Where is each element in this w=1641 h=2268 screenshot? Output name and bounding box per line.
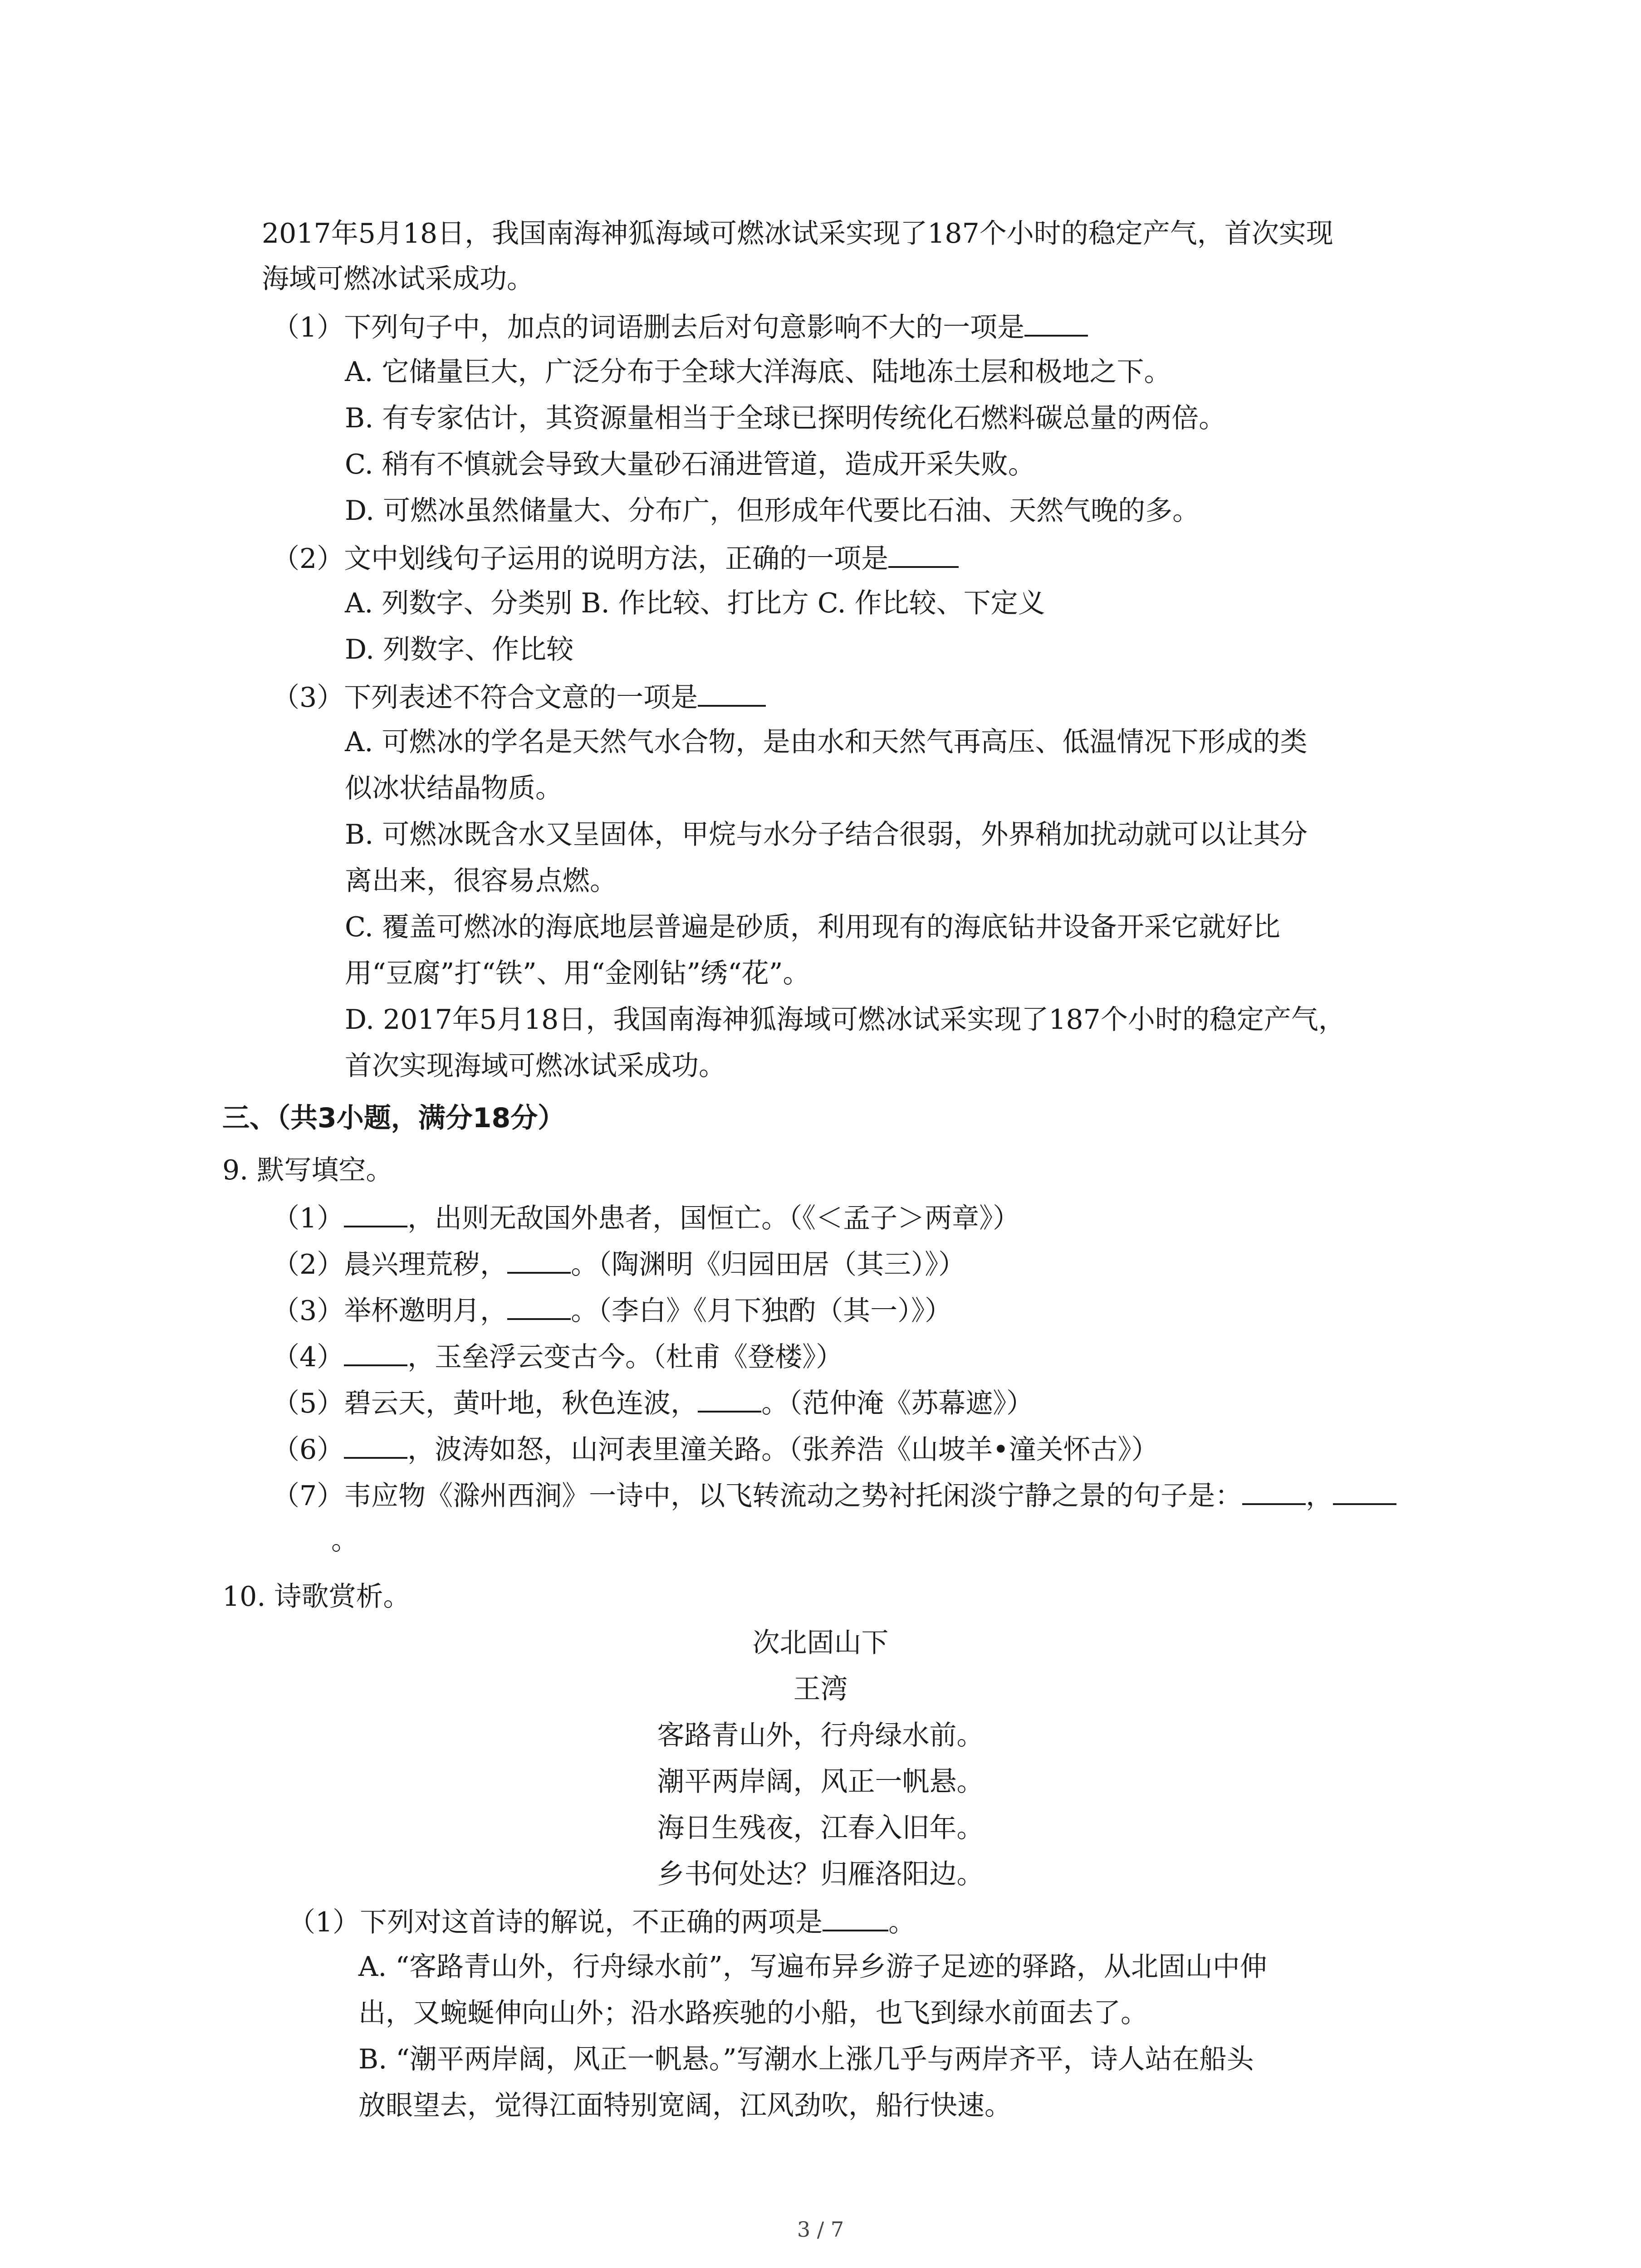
poem-line: 海日生残夜，江春入旧年。 xyxy=(657,1812,984,1844)
option-b: B. 可燃冰既含水又呈固体，甲烷与水分子结合很弱，外界稍加扰动就可以让其分 xyxy=(345,819,1308,850)
fill-item: （6） ，波涛如怒，山河表里潼关路。（张养浩《山坡羊•潼关怀古》） xyxy=(272,1430,1159,1468)
answer-blank xyxy=(344,1337,407,1366)
option-c-cont: 用“豆腐”打“铁”、用“金刚钻”绣“花”。 xyxy=(345,958,810,989)
option-b: B. 有专家估计，其资源量相当于全球已探明传统化石燃料碳总量的两倍。 xyxy=(345,402,1226,434)
question-stem: （3）下列表述不符合文意的一项是 xyxy=(272,678,766,716)
question-stem: （2）文中划线句子运用的说明方法，正确的一项是 xyxy=(272,539,959,577)
question-title: 9. 默写填空。 xyxy=(222,1154,393,1186)
answer-blank xyxy=(507,1291,571,1320)
poem-line: 客路青山外，行舟绿水前。 xyxy=(657,1720,984,1751)
answer-blank xyxy=(698,1383,761,1413)
option-c: C. 覆盖可燃冰的海底地层普遍是砂质，利用现有的海底钻井设备开采它就好比 xyxy=(345,911,1280,943)
option-b: B. “潮平两岸阔，风正一帆悬。”写潮水上涨几乎与两岸齐平，诗人站在船头 xyxy=(358,2043,1254,2075)
fill-item: （2）晨兴理荒秽， 。（陶渊明《归园田居（其三）》） xyxy=(272,1245,965,1283)
fill-item: （7）韦应物《滁州西涧》一诗中，以飞转流动之势衬托闲淡宁静之景的句子是： ， xyxy=(272,1476,1396,1514)
poem-title: 次北固山下 xyxy=(752,1627,889,1659)
option-d: D. 列数字、作比较 xyxy=(345,634,574,665)
fill-item: （3）举杯邀明月， 。（李白》《月下独酌（其一）》） xyxy=(272,1291,952,1329)
option-c: C. 稍有不慎就会导致大量砂石涌进管道，造成开采失败。 xyxy=(345,449,1035,480)
option-d-cont: 首次实现海域可燃冰试采成功。 xyxy=(345,1050,726,1082)
page-number: 3 / 7 xyxy=(797,2217,844,2242)
poem-author: 王湾 xyxy=(793,1673,848,1705)
poem-line: 潮平两岸阔，风正一帆悬。 xyxy=(657,1766,984,1798)
answer-blank xyxy=(888,539,959,568)
section-heading: 三、（共3小题，满分18分） xyxy=(222,1102,565,1134)
passage-line: 2017年5月18日，我国南海神狐海域可燃冰试采实现了187个小时的稳定产气，首次实现 xyxy=(262,218,1333,249)
option-d: D. 2017年5月18日，我国南海神狐海域可燃冰试采实现了187个小时的稳定产气， xyxy=(345,1004,1346,1036)
answer-blank xyxy=(344,1198,407,1227)
fill-item: （4） ，玉垒浮云变古今。（杜甫《登楼》） xyxy=(272,1337,843,1375)
option-b-cont: 离出来，很容易点燃。 xyxy=(345,865,617,897)
option-a-cont: 似冰状结晶物质。 xyxy=(345,772,563,804)
fill-item: （5）碧云天，黄叶地，秋色连波， 。（范仲淹《苏幕遮》） xyxy=(272,1383,1034,1422)
answer-blank xyxy=(1333,1476,1396,1505)
answer-blank xyxy=(823,1902,888,1931)
answer-blank xyxy=(698,678,766,707)
poem-line: 乡书何处达？归雁洛阳边。 xyxy=(657,1858,984,1890)
option-a: A. 它储量巨大，广泛分布于全球大洋海底、陆地冻土层和极地之下。 xyxy=(345,356,1171,388)
question-stem: （1）下列对这首诗的解说，不正确的两项是 。 xyxy=(288,1902,916,1941)
option-abc: A. 列数字、分类别 B. 作比较、打比方 C. 作比较、下定义 xyxy=(345,587,1045,619)
option-a: A. 可燃冰的学名是天然气水合物，是由水和天然气再高压、低温情况下形成的类 xyxy=(345,726,1308,758)
answer-blank xyxy=(1024,308,1088,337)
option-a: A. “客路青山外，行舟绿水前”，写遍布异乡游子足迹的驿路，从北固山中伸 xyxy=(358,1951,1267,1983)
answer-blank xyxy=(344,1430,407,1459)
answer-blank xyxy=(507,1245,571,1274)
passage-line: 海域可燃冰试采成功。 xyxy=(262,263,534,295)
question-stem: （1）下列句子中，加点的词语删去后对句意影响不大的一项是 xyxy=(272,308,1088,346)
option-a-cont: 出，又蜿蜒伸向山外；沿水路疾驰的小船，也飞到绿水前面去了。 xyxy=(358,1997,1148,2029)
option-b-cont: 放眼望去，觉得江面特别宽阔，江风劲吹，船行快速。 xyxy=(358,2090,1012,2121)
fill-item-end: 。 xyxy=(331,1525,358,1556)
answer-blank xyxy=(1242,1476,1306,1505)
question-title: 10. 诗歌赏析。 xyxy=(222,1581,411,1613)
fill-item: （1） ，出则无敌国外患者，国恒亡。（《＜孟子＞两章》） xyxy=(272,1198,1020,1237)
option-d: D. 可燃冰虽然储量大、分布广，但形成年代要比石油、天然气晚的多。 xyxy=(345,495,1200,527)
